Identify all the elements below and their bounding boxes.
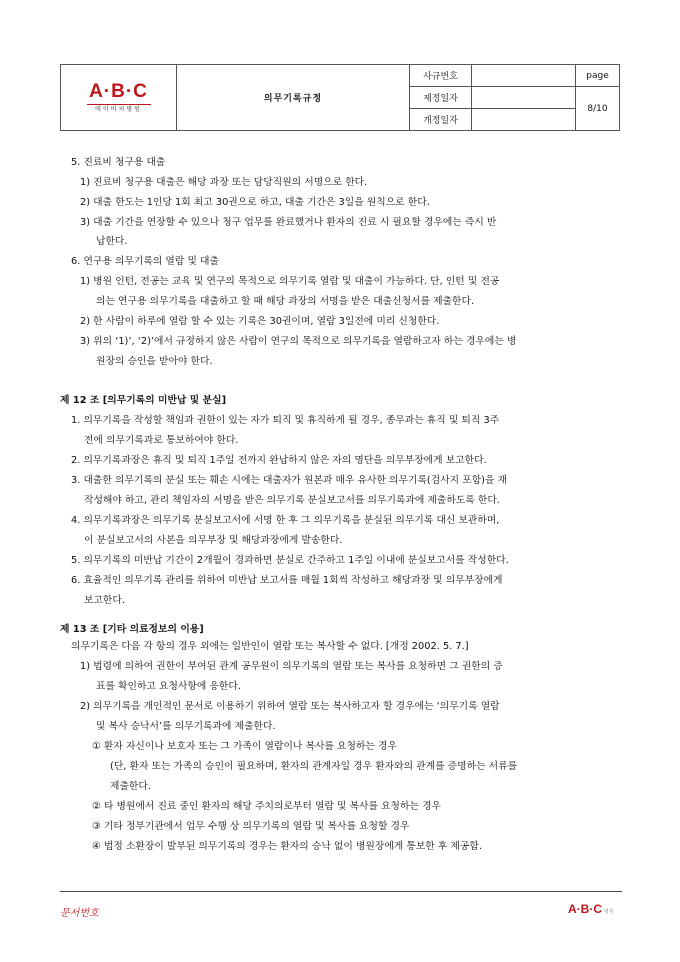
sub-item: 3) 대출 기간을 연장할 수 있으나 청구 업무를 완료했거나 환자의 진료 시 필요할 경우에는 즉시 반 xyxy=(80,217,497,228)
circled-item-note: (단, 환자 또는 가족의 승인이 필요하며, 환자의 관계자일 경우 환자와의 관계를 증명하는 서류를 xyxy=(110,761,518,772)
label-revised-date: 개정일자 xyxy=(410,109,472,131)
logo-underline xyxy=(87,104,151,105)
sub-item: 1) 법령에 의하여 권한이 부여된 관계 공무원이 의무기록의 열람 또는 복사를 요청하면 그 권한의 증 xyxy=(80,661,503,672)
sub-item: 3) 위의 ‘1)’, ‘2)’에서 규정하지 않은 사람이 연구의 목적으로 의무기록을 열람하고자 하는 경우에는 병 xyxy=(80,336,517,347)
article-item-continued: 작성해야 하고, 관리 책임자의 서명을 받은 의무기록 분실보고서를 의무기록과에 제출하도록 한다. xyxy=(84,495,500,506)
hospital-logo-subtitle: 에이비씨병원 xyxy=(95,105,142,113)
sub-item: 2) 의무기록을 개인적인 문서로 이용하기 위하여 열람 또는 복사하고자 할 경우에는 ‘의무기록 열람 xyxy=(80,701,500,712)
circled-item-note: 제출한다. xyxy=(110,781,151,792)
document-title: 의무기록규정 xyxy=(177,65,410,131)
section-item: 5. 진료비 청구용 대출 xyxy=(71,157,166,168)
circled-item: ① 환자 자신이나 보호자 또는 그 가족이 열람이나 복사를 요청하는 경우 xyxy=(92,741,397,752)
value-revised-date xyxy=(472,109,576,131)
article-item: 5. 의무기록의 미반납 기간이 2개월이 경과하면 분실로 간주하고 1주일 이내에 분실보고서를 작성한다. xyxy=(71,555,509,566)
document-header-table xyxy=(60,64,620,131)
circled-item: ③ 기타 정부기관에서 업무 수행 상 의무기록의 열람 및 복사를 요청할 경우 xyxy=(92,821,410,832)
sub-item-continued: 납한다. xyxy=(96,236,128,247)
sub-item: 1) 병원 인턴, 전공는 교육 및 연구의 목적으로 의무기록 열람 및 대출이 가능하다. 단, 인턴 및 전공 xyxy=(80,276,500,287)
value-rule-number xyxy=(472,65,576,87)
label-rule-number: 사규번호 xyxy=(410,65,472,87)
page-number: 8/10 xyxy=(576,87,620,131)
article-item: 3. 대출한 의무기록의 분실 또는 훼손 시에는 대출자가 원본과 매우 유사한 의무기록(검사지 포함)을 재 xyxy=(71,475,508,486)
footer-logo-text: A·B·C xyxy=(568,902,602,916)
label-enacted-date: 제정일자 xyxy=(410,87,472,109)
article-12-heading: 제 12 조 [의무기록의 미반납 및 분실] xyxy=(60,395,227,406)
sub-item: 2) 대출 한도는 1인당 1회 최고 30권으로 하고, 대출 기간은 3일을 원칙으로 한다. xyxy=(80,197,430,208)
circled-item: ④ 법정 소환장이 발부된 의무기록의 경우는 환자의 승낙 없이 병원장에게 통보한 후 제공함. xyxy=(92,841,482,852)
footer-document-number-label: 문서번호 xyxy=(60,908,99,919)
sub-item-continued: 의는 연구용 의무기록을 대출하고 할 때 해당 과장의 서명을 받은 대출신청서를 제출한다. xyxy=(96,296,475,307)
article-item: 6. 효율적인 의무기록 관리를 위하여 미반납 보고서를 매월 1회씩 작성하고 해당과장 및 의무부장에게 xyxy=(71,575,503,586)
article-intro: 의무기록은 다음 각 항의 경우 외에는 일반인이 열람 또는 복사할 수 없다. [개정 2002. 5. 7.] xyxy=(71,641,469,652)
logo-cell xyxy=(61,65,177,131)
sub-item: 1) 진료비 청구용 대출은 해당 과장 또는 담당직원의 서명으로 한다. xyxy=(80,177,368,188)
page-label: page xyxy=(576,65,620,87)
sub-item: 2) 한 사람이 하루에 열람 할 수 있는 기록은 30권이며, 열람 3일전에 미리 신청한다. xyxy=(80,316,440,327)
article-item: 1. 의무기록을 작성할 책임과 권한이 있는 자가 퇴직 및 휴직하게 될 경우, 종무과는 휴직 및 퇴직 3주 xyxy=(71,415,500,426)
article-item-continued: 보고한다. xyxy=(84,595,125,606)
article-item: 4. 의무기록과장은 의무기록 분실보고서에 서명 한 후 그 의무기록을 분실된 의무기록 대신 보관하며, xyxy=(71,515,500,526)
article-item: 2. 의무기록과장은 휴직 및 퇴직 1주일 전까지 완납하지 않은 자의 명단을 의무부장에게 보고한다. xyxy=(71,455,487,466)
article-13-heading: 제 13 조 [기타 의료정보의 이용] xyxy=(60,624,204,635)
sub-item-continued: 표를 확인하고 요청사항에 응한다. xyxy=(96,681,241,692)
hospital-logo: A·B·C xyxy=(89,80,148,102)
value-enacted-date xyxy=(472,87,576,109)
sub-item-continued: 및 복사 승낙서’를 의무기록과에 제출한다. xyxy=(96,721,276,732)
footer-logo-subtitle: 병원 xyxy=(604,909,614,915)
section-item: 6. 연구용 의무기록의 열람 및 대출 xyxy=(71,256,219,267)
footer-logo xyxy=(568,902,614,916)
article-item-continued: 이 분실보고서의 사본을 의무부장 및 해당과장에게 발송한다. xyxy=(84,535,343,546)
article-item-continued: 전에 의무기록과로 통보하여야 한다. xyxy=(84,435,239,446)
circled-item: ② 타 병원에서 진료 중인 환자의 해당 주치의로부터 열람 및 복사를 요청하는 경우 xyxy=(92,801,441,812)
sub-item-continued: 원장의 승인을 받아야 한다. xyxy=(96,356,213,367)
footer-divider xyxy=(60,891,622,892)
